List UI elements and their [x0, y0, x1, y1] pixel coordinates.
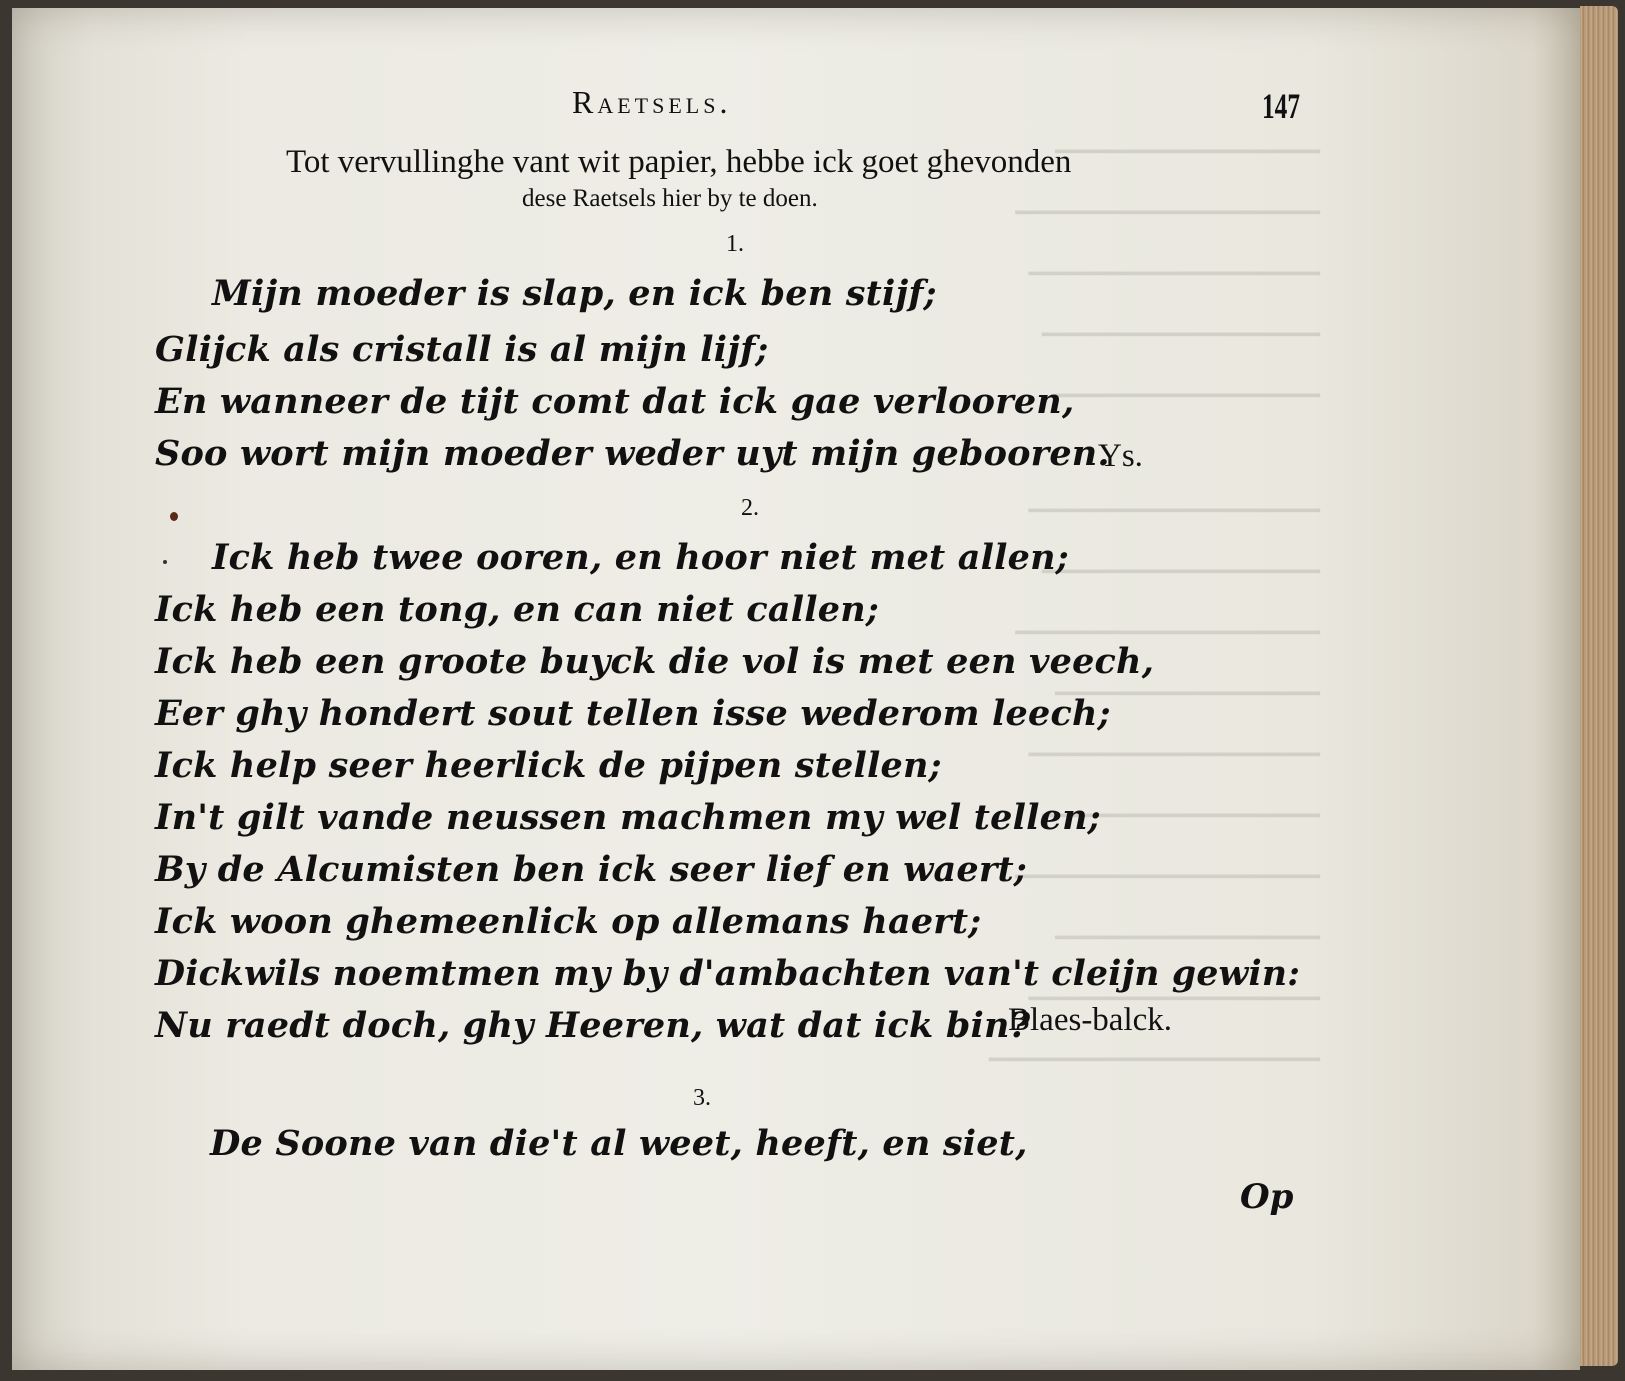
riddle-answer: Ys. [1098, 438, 1143, 474]
riddle-number: 1. [726, 231, 744, 257]
verse-line: Nu raedt doch, ghy Heeren, wat dat ick bin? [155, 1005, 1031, 1046]
verse-line: In't gilt vande neussen machmen my wel tellen; [155, 797, 1101, 838]
verse-line: Soo wort mijn moeder weder uyt mijn gebooren. [155, 433, 1110, 474]
verse-line: Ick heb een groote buyck die vol is met een veech, [155, 641, 1155, 682]
riddle-number: 3. [693, 1085, 711, 1111]
intro-line-2: dese Raetsels hier by te doen. [522, 185, 818, 212]
riddle-answer: Blaes-balck. [1008, 1002, 1173, 1038]
intro-line-1: Tot vervullinghe vant wit papier, hebbe ick goet ghevonden [286, 144, 1072, 180]
ink-speck [170, 512, 178, 521]
show-through: ━━━━━━━━━━━━━━━━━━━━ ━━━━━━━━━━━━━━━━━━━━━━━ ━━━━━━━━━━━━━━━━━━━━━━ ━━━━━━━━━━━━━━━━━━━━━ ━━━━━━━━━━━━━━━━━━━━ ━━━━━━━━━━━━━━━━━━━━━━ ━━━━━━━━━━━━━━━━━━━━━ ━━━━━━━━━━━━━━━━━━━━━━━ ━━━━━━━━━━━━━━━━━━━━ ━━━━━━━━━━━━━━━━━━━━━━ ━━━━━━━━━━━━━━━━━━━━━ ━━━━━━━━━━━━━━━━━━━━━━━ ━━━━━━━━━━━━━━━━━━━━ ━━━━━━━━━━━━━━━━━━━━━━ ━━━━━━━━━━━━━━━━━━━━━━━━━ [988, 140, 1320, 1073]
page-number: 147 [1262, 86, 1301, 126]
verse-line: Ick help seer heerlick de pijpen stellen; [155, 745, 942, 786]
verse-line: Dickwils noemtmen my by d'ambachten van't cleijn gewin: [155, 953, 1301, 994]
verse-line: Ick heb een tong, en can niet callen; [155, 589, 879, 630]
verse-line: Glijck als cristall is al mijn lijf; [155, 329, 769, 370]
verse-line: Ick woon ghemeenlick op allemans haert; [155, 901, 982, 942]
ink-speck [163, 560, 167, 564]
page-edges [1580, 6, 1618, 1366]
riddle-number: 2. [741, 495, 759, 521]
verse-line: By de Alcumisten ben ick seer lief en waert; [155, 849, 1028, 890]
verse-line: En wanneer de tijt comt dat ick gae verlooren, [155, 381, 1075, 422]
running-header: Raetsels. [572, 84, 732, 120]
catchword: Op [1240, 1177, 1294, 1217]
verse-line: Ick heb twee ooren, en hoor niet met allen; [212, 537, 1069, 578]
verse-line: Eer ghy hondert sout tellen isse wederom leech; [155, 693, 1111, 734]
verse-line: Mijn moeder is slap, en ick ben stijf; [212, 273, 937, 314]
verse-line: De Soone van die't al weet, heeft, en siet, [210, 1123, 1028, 1164]
